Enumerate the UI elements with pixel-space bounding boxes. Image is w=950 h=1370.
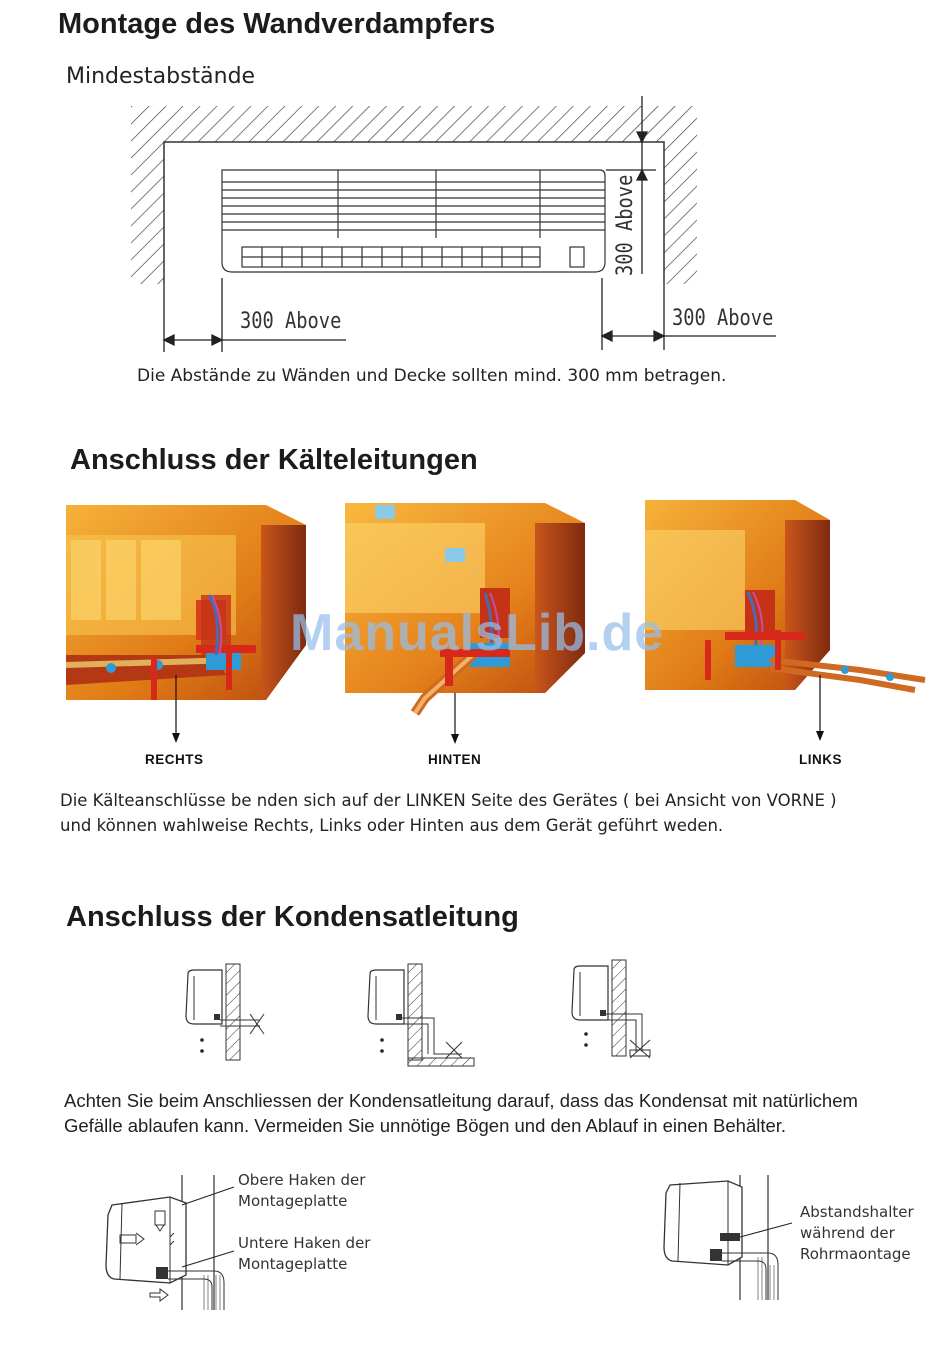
label-rear: HINTEN [428,752,482,767]
note-spacer-2: während der [800,1224,895,1242]
dim-label-top: 300 Above [613,174,638,276]
dim-label-right: 300 Above [672,306,774,331]
refrigerant-text-line1: Die Kälteanschlüsse be nden sich auf der LINKEN Seite des Gerätes ( bei Ansicht von VORNE ) [60,791,837,810]
condensate-text-line1: Achten Sie beim Anschliessen der Kondensatleitung darauf, dass das Kondensat mit natürlichem [64,1090,858,1111]
photo-right-connection [66,505,306,715]
note-lower-hook-2: Montageplatte [238,1255,348,1273]
section-title-mounting: Montage des Wandverdampfers [58,8,496,40]
note-upper-hook-2: Montageplatte [238,1192,348,1210]
clearance-caption: Die Abstände zu Wänden und Decke sollten mind. 300 mm betragen. [137,366,727,386]
note-lower-hook-1: Untere Haken der [238,1234,371,1252]
label-left: LINKS [799,752,842,767]
watermark: ManualsLib.de [290,604,665,662]
photo-left-connection [645,500,930,715]
right-wall-hatch [664,142,697,284]
clearance-diagram [0,0,950,400]
note-upper-hook-1: Obere Haken der [238,1171,366,1189]
refrigerant-text-line2: und können wahlweise Rechts, Links oder Hinten aus dem Gerät geführt weden. [60,816,724,835]
section-title-refrigerant: Anschluss der Kälteleitungen [70,444,478,476]
drain-diagram-2 [362,962,477,1067]
drain-diagram-1 [180,962,280,1062]
section-title-condensate: Anschluss der Kondensatleitung [66,901,519,933]
note-spacer-1: Abstandshalter [800,1203,914,1221]
left-wall-hatch [131,142,164,284]
section-subtitle-clearance: Mindestabstände [66,64,256,89]
mounting-hooks-diagram [100,1175,240,1315]
condensate-text-line2: Gefälle ablaufen kann. Vermeiden Sie unnötige Bögen und den Ablauf in einen Behälter. [64,1115,787,1136]
indoor-unit [222,170,605,272]
label-right: RECHTS [145,752,204,767]
dim-label-left: 300 Above [240,309,342,334]
note-spacer-3: Rohrmaontage [800,1245,911,1263]
drain-diagram-3 [566,958,666,1063]
ceiling-hatch [131,106,697,142]
spacer-diagram [658,1175,808,1310]
